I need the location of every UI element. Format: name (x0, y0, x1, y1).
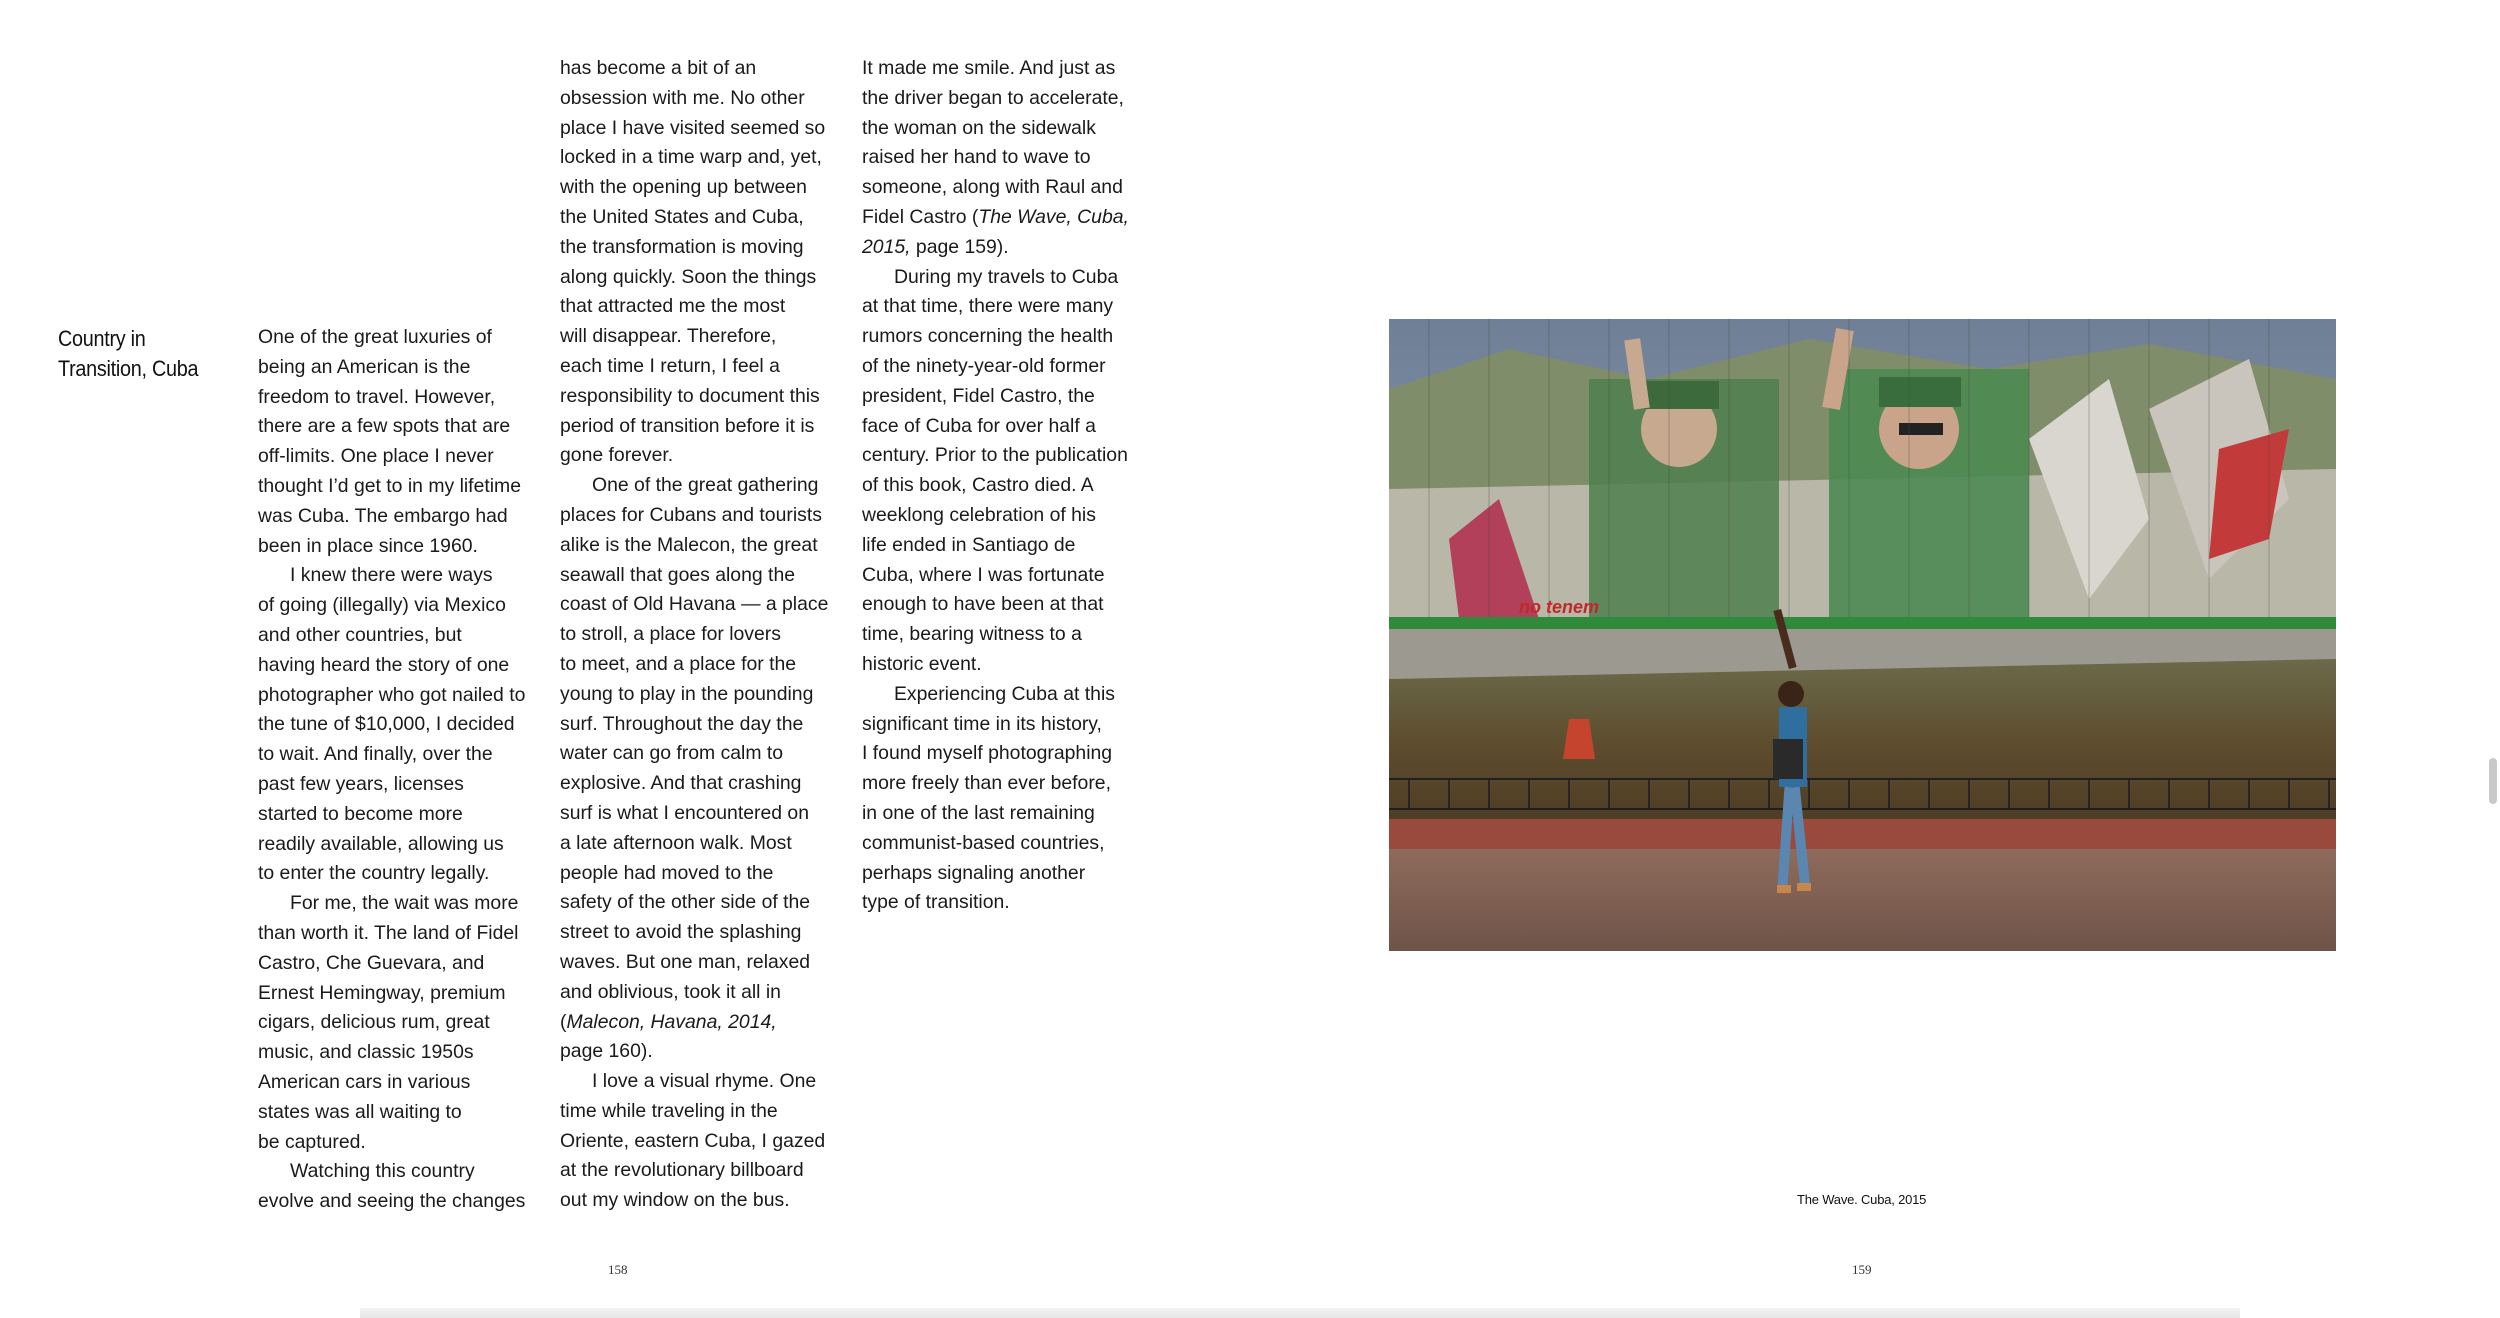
text-line (258, 353, 543, 383)
text-run: Oriente, eastern Cuba, I gazed (560, 1129, 826, 1152)
text-column-3 (862, 54, 1147, 918)
text-line (258, 949, 543, 979)
text-run: the driver began to accelerate, (862, 86, 1124, 109)
text-line (560, 680, 845, 710)
text-line (560, 441, 845, 471)
text-line (258, 561, 543, 591)
text-line (862, 710, 1147, 740)
text-run: surf is what I encountered on (560, 801, 809, 824)
text-line (560, 501, 845, 531)
text-run: historic event. (862, 652, 982, 675)
text-line (258, 383, 543, 413)
text-run: having heard the story of one (258, 653, 510, 676)
text-line (862, 859, 1147, 889)
page-shadow (360, 1308, 2240, 1318)
text-run: weeklong celebration of his (862, 503, 1096, 526)
page-number-right: 159 (1852, 1262, 1872, 1277)
text-column-1 (258, 323, 543, 1217)
text-run: waves. But one man, relaxed (560, 950, 811, 973)
text-line (560, 114, 845, 144)
text-line (560, 143, 845, 173)
text-line (862, 173, 1147, 203)
text-run: people had moved to the (560, 861, 774, 884)
text-line (560, 769, 845, 799)
text-line (862, 84, 1147, 114)
text-run: each time I return, I feel a (560, 354, 780, 377)
text-line (258, 710, 543, 740)
text-line (560, 918, 845, 948)
text-run: life ended in Santiago de (862, 533, 1076, 556)
text-run: will disappear. Therefore, (560, 325, 777, 348)
text-line (862, 203, 1147, 233)
text-run: there are a few spots that are (258, 415, 511, 438)
text-run: readily available, allowing us (258, 832, 504, 855)
text-run: that attracted me the most (560, 295, 786, 318)
text-run: and oblivious, took it all in (560, 980, 781, 1003)
text-line (560, 531, 845, 561)
text-run: along quickly. Soon the things (560, 265, 817, 288)
text-line (258, 621, 543, 651)
text-run: the United States and Cuba, (560, 205, 804, 228)
text-line (862, 412, 1147, 442)
text-run: and other countries, but (258, 623, 462, 646)
text-line (560, 471, 845, 501)
text-run: more freely than ever before, (862, 772, 1111, 795)
text-line (258, 1068, 543, 1098)
text-run: of going (illegally) via Mexico (258, 594, 506, 617)
text-line (862, 620, 1147, 650)
text-line (862, 114, 1147, 144)
text-line (560, 1097, 845, 1127)
text-run: place I have visited seemed so (560, 116, 826, 139)
text-run: I knew there were ways (290, 564, 493, 587)
text-line (560, 739, 845, 769)
text-line (862, 888, 1147, 918)
text-run: During my travels to Cuba (894, 265, 1119, 288)
text-run: street to avoid the splashing (560, 921, 802, 944)
text-line (560, 948, 845, 978)
text-line (560, 1067, 845, 1097)
text-run: time, bearing witness to a (862, 623, 1082, 646)
text-line (258, 979, 543, 1009)
text-run: safety of the other side of the (560, 891, 811, 914)
text-run: I love a visual rhyme. One (592, 1070, 817, 1093)
text-run: was Cuba. The embargo had (258, 504, 508, 527)
text-run: enough to have been at that (862, 593, 1104, 616)
text-line (258, 591, 543, 621)
page-number-left: 158 (608, 1262, 628, 1277)
text-run: than worth it. The land of Fidel (258, 921, 519, 944)
italic-title: 2015, (862, 235, 911, 258)
text-line (258, 442, 543, 472)
text-run: alike is the Malecon, the great (560, 533, 818, 556)
text-run: to stroll, a place for lovers (560, 623, 781, 646)
text-line (862, 769, 1147, 799)
text-run: young to play in the pounding (560, 682, 814, 705)
text-line (862, 799, 1147, 829)
text-line (560, 1008, 845, 1038)
scrollbar-thumb[interactable] (2489, 758, 2497, 804)
text-run: with the opening up between (560, 176, 807, 199)
text-run: the tune of $10,000, I decided (258, 713, 515, 736)
text-line (258, 1128, 543, 1158)
text-run: in one of the last remaining (862, 801, 1095, 824)
text-run: being an American is the (258, 355, 471, 378)
text-line (862, 501, 1147, 531)
text-run: a late afternoon walk. Most (560, 831, 792, 854)
text-run: started to become more (258, 802, 463, 825)
text-line (560, 561, 845, 591)
text-run: the woman on the sidewalk (862, 116, 1096, 139)
text-line (258, 919, 543, 949)
text-line (258, 323, 543, 353)
text-run: One of the great gathering (592, 474, 819, 497)
text-run: someone, along with Raul and (862, 176, 1123, 199)
text-line (560, 1186, 845, 1216)
text-line (862, 739, 1147, 769)
text-line (258, 889, 543, 919)
text-run: gone forever. (560, 444, 674, 467)
text-run: type of transition. (862, 891, 1010, 914)
text-run: surf. Throughout the day the (560, 712, 804, 735)
text-run: communist-based countries, (862, 831, 1105, 854)
text-line (258, 859, 543, 889)
text-line (560, 710, 845, 740)
text-run: explosive. And that crashing (560, 772, 802, 795)
text-line (862, 531, 1147, 561)
section-title-line-1: Country in (58, 326, 146, 351)
text-run: at that time, there were many (862, 295, 1114, 318)
text-line (862, 590, 1147, 620)
section-title-line-2: Transition, Cuba (58, 356, 199, 381)
text-line (862, 441, 1147, 471)
text-run: perhaps signaling another (862, 861, 1086, 884)
text-run: president, Fidel Castro, the (862, 384, 1095, 407)
text-line (258, 800, 543, 830)
text-line (258, 770, 543, 800)
text-line (258, 1157, 543, 1187)
text-line (560, 173, 845, 203)
text-run: to meet, and a place for the (560, 652, 797, 675)
italic-title: The Wave, Cuba, (978, 205, 1129, 228)
text-run: face of Cuba for over half a (862, 414, 1096, 437)
text-run: coast of Old Havana — a place (560, 593, 829, 616)
text-line (862, 54, 1147, 84)
text-run: to enter the country legally. (258, 862, 490, 885)
text-run: music, and classic 1950s (258, 1041, 474, 1064)
text-line (258, 532, 543, 562)
text-run: of the ninety-year-old former (862, 354, 1106, 377)
text-run: Fidel Castro ( (862, 205, 979, 228)
text-run: rumors concerning the health (862, 325, 1114, 348)
text-line (258, 472, 543, 502)
text-column-2 (560, 54, 845, 1216)
text-line (560, 263, 845, 293)
text-line (560, 1127, 845, 1157)
text-line (862, 382, 1147, 412)
text-run: I found myself photographing (862, 742, 1113, 765)
text-line (258, 651, 543, 681)
text-run: off-limits. One place I never (258, 445, 494, 468)
text-run: evolve and seeing the changes (258, 1190, 526, 1213)
text-run: responsibility to document this (560, 384, 820, 407)
text-run: obsession with me. No other (560, 86, 805, 109)
text-line (862, 680, 1147, 710)
text-run: freedom to travel. However, (258, 385, 496, 408)
text-run: American cars in various (258, 1070, 471, 1093)
text-line (560, 799, 845, 829)
text-line (258, 740, 543, 770)
text-line (862, 143, 1147, 173)
text-line (560, 412, 845, 442)
text-run: places for Cubans and tourists (560, 503, 822, 526)
text-run: out my window on the bus. (560, 1189, 790, 1212)
text-line (560, 1037, 845, 1067)
text-line (258, 1187, 543, 1217)
text-line (560, 650, 845, 680)
text-line (560, 888, 845, 918)
text-line (258, 412, 543, 442)
text-line (560, 322, 845, 352)
text-run: be captured. (258, 1130, 366, 1153)
text-run: to wait. And finally, over the (258, 743, 493, 766)
text-run: For me, the wait was more (290, 892, 519, 915)
text-run: Watching this country (290, 1160, 475, 1183)
text-run: photographer who got nailed to (258, 683, 526, 706)
text-run: page 159). (910, 235, 1009, 258)
text-run: Ernest Hemingway, premium (258, 981, 506, 1004)
text-run: cigars, delicious rum, great (258, 1011, 490, 1034)
text-line (862, 650, 1147, 680)
text-run: thought I’d get to in my lifetime (258, 474, 521, 497)
text-line (862, 352, 1147, 382)
text-line (560, 233, 845, 263)
text-run: It made me smile. And just as (862, 57, 1116, 79)
text-line (560, 1156, 845, 1186)
text-line (560, 859, 845, 889)
text-line (560, 203, 845, 233)
text-run: significant time in its history, (862, 712, 1102, 735)
text-run: of this book, Castro died. A (862, 474, 1094, 497)
text-line (560, 590, 845, 620)
text-run: water can go from calm to (560, 742, 784, 765)
text-run: Experiencing Cuba at this (894, 682, 1115, 705)
text-run: locked in a time warp and, yet, (560, 146, 822, 169)
text-run: Castro, Che Guevara, and (258, 951, 485, 974)
text-run: One of the great luxuries of (258, 326, 492, 348)
text-run: been in place since 1960. (258, 534, 478, 557)
text-run: raised her hand to wave to (862, 146, 1091, 169)
text-run: time while traveling in the (560, 1099, 778, 1122)
text-line (258, 830, 543, 860)
text-line (258, 1008, 543, 1038)
text-line (560, 54, 845, 84)
text-line (862, 561, 1147, 591)
text-line (862, 263, 1147, 293)
billboard-slogan: no tenem (1519, 597, 1600, 617)
text-run: century. Prior to the publication (862, 444, 1128, 467)
text-line (862, 322, 1147, 352)
section-title (58, 324, 211, 384)
text-line (862, 829, 1147, 859)
text-line (862, 292, 1147, 322)
text-line (862, 233, 1147, 263)
text-run: past few years, licenses (258, 772, 464, 795)
text-run: ( (560, 1010, 567, 1033)
text-line (560, 84, 845, 114)
text-run: at the revolutionary billboard (560, 1159, 804, 1182)
photo-the-wave-cuba (1389, 319, 2336, 951)
text-line (258, 1098, 543, 1128)
text-run: seawall that goes along the (560, 563, 796, 586)
italic-title: Malecon, Havana, 2014, (566, 1010, 777, 1033)
text-line (560, 352, 845, 382)
text-run: period of transition before it is (560, 414, 815, 437)
text-line (258, 681, 543, 711)
text-line (560, 978, 845, 1008)
text-run: Cuba, where I was fortunate (862, 563, 1105, 586)
photo-caption: The Wave. Cuba, 2015 (1797, 1192, 1927, 1207)
photo-illustration (1389, 319, 2336, 951)
text-line (560, 829, 845, 859)
text-run: has become a bit of an (560, 57, 757, 79)
text-run: the transformation is moving (560, 235, 804, 258)
text-line (560, 620, 845, 650)
text-line (560, 292, 845, 322)
text-line (258, 502, 543, 532)
text-run: states was all waiting to (258, 1100, 462, 1123)
text-line (862, 471, 1147, 501)
text-run: page 160). (560, 1040, 653, 1063)
text-line (258, 1038, 543, 1068)
text-line (560, 382, 845, 412)
